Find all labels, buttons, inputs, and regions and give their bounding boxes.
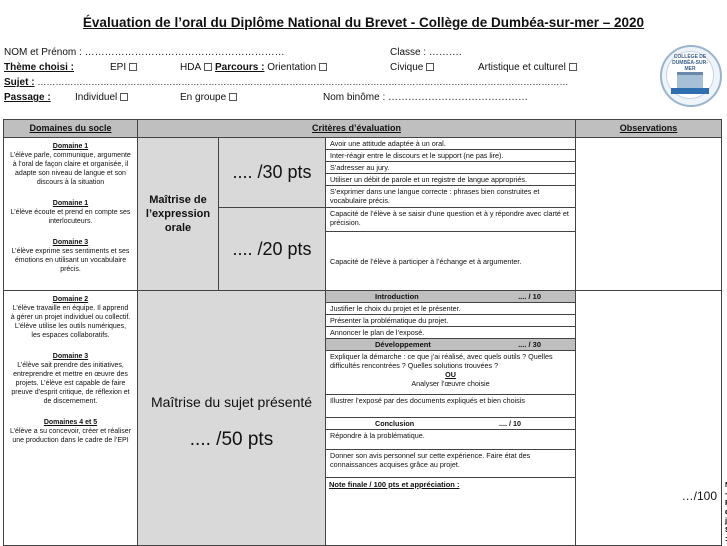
dev-or: OU [445,370,456,379]
score-30: .... /30 pts [232,162,312,182]
class-line [390,47,462,58]
intro-header [326,291,576,303]
subject-field[interactable]: …………………………………………………………………………………………………………………………………………………………… [37,77,569,87]
criterion-item: Répondre à la problématique. [326,430,576,450]
option-artistique[interactable] [478,62,577,73]
theme-line [4,62,74,73]
hda-label: HDA [180,62,202,73]
expression-title: Maîtrise de l’expression orale [145,194,211,234]
evaluation-grid [3,119,722,546]
criterion-item: Inter-réagir entre le discours et le support (ne pas lire). [326,150,576,162]
criterion-item: Capacité de l’élève à se saisir d’une question et à y répondre avec clarté et précision. [326,208,576,232]
checkbox-icon[interactable] [319,63,327,71]
dev-label: Développement [375,340,431,349]
checkbox-icon[interactable] [120,93,128,101]
class-field[interactable]: Classe : ………. [390,47,462,58]
checkbox-icon[interactable] [129,63,137,71]
criterion-item [326,351,576,395]
orientation-label: Orientation [267,62,317,73]
final-score: …/100 [681,489,718,503]
binome-line [323,92,528,103]
domain-title: Domaine 2 [52,296,89,303]
domain-title: Domaine 1 [52,200,89,207]
criterion-item: Présenter la problématique du projet. [326,315,576,327]
epi-label: EPI [110,62,127,73]
criterion-item: S’adresser au jury. [326,162,576,174]
domain-title: Domaine 3 [52,239,89,246]
checkbox-icon[interactable] [569,63,577,71]
domain-text: L’élève parle, communique, argumente à l’oral de façon claire et organisée, il adapte son niveau de langue et son discours à la situation [10,152,131,186]
checkbox-icon[interactable] [229,93,237,101]
binome-field[interactable]: Nom binôme : …………………………………… [323,92,529,103]
col-domaines: Domaines du socle [4,120,138,138]
grid-header-row [4,120,722,138]
option-individuel[interactable] [75,92,128,103]
final-note-label: Note finale / 100 pts et appréciation : [329,480,460,489]
domain-title: Domaine 1 [52,143,89,150]
theme-label: Thème choisi : [4,62,75,73]
passage-line [4,92,51,103]
option-groupe[interactable] [180,92,237,103]
school-logo [660,45,722,107]
dev-header [326,339,576,351]
observations-expression-cell[interactable] [576,138,722,291]
table-row [4,291,722,303]
criterion-item: Annoncer le plan de l’exposé. [326,327,576,339]
domain-text: L’élève sait prendre des initiatives, entreprendre et mettre en œuvre des projets. L’élève est capable de faire preuve d’esprit critique, de réflexion et de discernement. [11,362,130,405]
artistique-label: Artistique et culturel [478,62,566,73]
name-field[interactable]: NOM et Prénom : …………………………………………………… [4,47,285,58]
name-line [4,47,285,58]
conclusion-points[interactable]: .... / 10 [499,419,522,428]
conclusion-header [326,418,576,430]
page-title: Évaluation de l’oral du Diplôme National du Brevet - Collège de Dumbéa-sur-mer – 2020 [82,15,645,30]
intro-label: Introduction [375,292,419,301]
parcours-label: Parcours : [215,62,265,73]
conclusion-label: Conclusion [375,419,415,428]
domain-title: Domaines 4 et 5 [43,419,98,426]
criterion-item: Avoir une attitude adaptée à un oral. [326,138,576,150]
passage-label: Passage : [4,92,51,103]
score-50[interactable]: .... /50 pts [189,429,274,450]
subject-line [4,77,568,88]
option-civique[interactable] [390,62,434,73]
score-20: .... /20 pts [232,238,312,259]
logo-ring [666,51,714,99]
domain-text: L’élève exprime ses sentiments et ses émotions en utilisant un vocabulaire précis. [11,248,130,273]
col-criteres: Critères d’évaluation [138,120,576,138]
criterion-item: Justifier le choix du projet et le présenter. [326,303,576,315]
dev-item1b: Analyser l’œuvre choisie [411,379,490,388]
domain-title: Domaine 3 [52,353,89,360]
civique-label: Civique [390,62,424,73]
subject-label: Sujet : [4,77,35,88]
parcours-group [215,62,327,73]
criterion-item: Utiliser un débit de parole et un registre de langue appropriés. [326,174,576,186]
checkbox-icon[interactable] [204,63,212,71]
subject-title: Maîtrise du sujet présenté [150,394,313,410]
score-20-cell[interactable] [219,208,326,291]
criterion-item: S’exprimer dans une langue correcte : phrases bien construites et vocabulaire précis. [326,186,576,208]
option-hda[interactable] [180,62,212,73]
col-observations: Observations [576,120,722,138]
logo-text: COLLÈGE DE DUMBÉA-SUR-MER [672,54,708,72]
checkbox-icon[interactable] [426,63,434,71]
option-epi[interactable] [110,62,137,73]
criterion-item: Donner son avis personnel sur cette expérience. Faire état des connaissances acquises grâce au projet. [326,450,576,478]
subject-title-cell [138,291,326,546]
individuel-label: Individuel [75,92,118,103]
dev-points[interactable]: .... / 30 [518,340,542,349]
groupe-label: En groupe [180,92,227,103]
water-icon [671,88,709,94]
criterion-item: Capacité de l’élève à participer à l’échange et à argumenter. [326,232,576,291]
domain-text: L’élève écoute et prend en compte ses interlocuteurs. [10,209,131,225]
score-30-cell[interactable] [219,138,326,208]
final-note-cell[interactable] [326,478,722,546]
dev-item1: Expliquer la démarche : ce que j’ai réalisé, avec quels outils ? Quelles difficultés rencontrées ? Quelles solutions trouvées ? [330,352,553,370]
table-row [4,138,722,150]
domain-text: L’élève travaille en équipe. Il apprend à gérer un projet individuel ou collectif. L’élève utilise les outils numériques, les espaces collaboratifs. [10,305,131,339]
expression-title-cell [138,138,219,291]
domaines-subject-cell [4,291,138,546]
domain-text: L’élève a su concevoir, créer et réaliser une production dans le cadre de l’EPI [10,428,132,444]
criterion-item: Illustrer l’exposé par des documents expliqués et bien choisis [326,395,576,418]
domaines-expression-cell [4,138,138,291]
intro-points[interactable]: .... / 10 [518,292,542,301]
